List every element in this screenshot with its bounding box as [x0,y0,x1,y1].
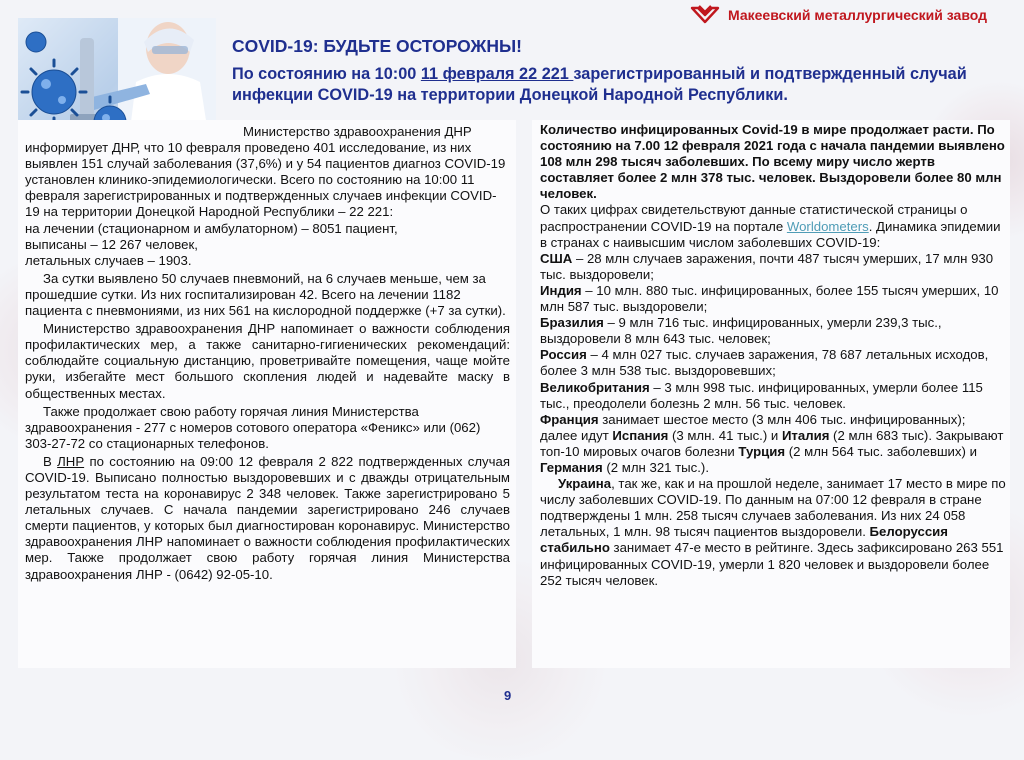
country-stats: , так же, как и на прошлой неделе, занимает 17 место в мире по числу заболевших COVID-19. По данным на 07:00 12 февраля в стране подтверждены 1 млн. 258 тысяч случаев заболевания. Из них 24 058 летальных, 1 млн. 98 тысяч пациентов выздоровели. [540,476,1006,540]
company-name: Макеевский металлургический завод [728,7,988,23]
paragraph-dnr-stats [25,124,510,269]
country-stats: (2 млн 321 тыс.). [602,459,709,475]
country-russia [540,347,1006,379]
subtitle-text: По состоянию на 10:00 [232,65,421,83]
country-brazil [540,315,1006,347]
lnr-link[interactable]: ЛНР [57,453,85,469]
country-stats: – 9 млн 716 тыс. инфицированных, умерли 239,3 тыс., выздоровели 8 млн 643 тыс. человек; [540,315,942,347]
country-name: Украина [558,476,612,492]
country-name: Россия [540,347,587,363]
paragraph-hotline: Также продолжает свою работу горячая линия Министерства здравоохранения - 277 с номеров сотового оператора «Феникс» или (062) 303-27-72 со стационарных телефонов. [25,403,481,451]
country-name: Испания [612,427,669,443]
worldometers-link[interactable]: Worldometers [786,218,869,234]
paragraph-text: В [43,453,58,469]
country-stats: (2 млн 564 тыс. заболевших) и [785,443,977,459]
country-name: Великобритания [540,379,650,395]
country-name: Италия [781,427,830,443]
country-uk [540,380,1006,412]
paragraph-world-intro: Количество инфицированных Covid-19 в мире продолжает расти. По состоянию на 7.00 12 февраля 2021 года с начала пандемии выявлено 108 млн 298 тысяч заболевших. По всему миру число жертв составляет более 2 млн 378 тыс. человек. Выздоровели более 80 млн человек. [540,122,1005,202]
country-name: Турция [738,443,786,459]
subtitle-date: 11 февраля 22 221 [420,65,574,83]
country-name: Германия [540,459,603,475]
paragraph-text: О таких цифрах свидетельствуют данные статистической страницы о распространении COVID-19 на портале [540,202,968,234]
world-stats-column [532,120,1010,668]
mmz-logo-icon [690,4,720,26]
company-logo [690,2,1020,28]
country-stats: – 3 млн 998 тыс. инфицированных, умерли более 115 тыс., преодолели болезнь 2 млн. 56 тыс. человек. [540,379,983,411]
paragraph-prevention: Министерство здравоохранения ДНР напоминает о важности соблюдения профилактических мер, а также санитарно-гигиенических рекомендаций: соблюдайте социальную дистанцию, проветривайте помещения, чаще мойте руки, избегайте мест большого скопления людей и надевайте маску в общественных местах. [25,321,510,401]
country-name: Франция [540,411,599,427]
country-usa [540,251,1006,283]
stat-line: летальных случаев – 1903. [25,252,192,268]
country-stats: (3 млн. 41 тыс.) и [668,427,782,443]
country-name: Индия [540,282,582,298]
page-title: COVID-19: БУДЬТЕ ОСТОРОЖНЫ! [232,36,522,56]
paragraph-pneumonia: За сутки выявлено 50 случаев пневмоний, на 6 случаев меньше, чем за прошедшие сутки. Из них госпитализирован 42. Всего на лечении 1182 пациента с пневмониями, из них 561 на кислородной поддержке (+7 за сутки). [25,270,506,319]
paragraph-text: . Динамика эпидемии в странах с наивысшим числом заболевших COVID-19: [540,218,1001,250]
countries-top10 [540,412,1006,476]
country-name: Белоруссия стабильно [540,524,948,556]
stat-line: на лечении (стационарном и амбулаторном) – 8051 пациент, [25,220,398,236]
country-stats: – 4 млн 027 тыс. случаев заражения, 78 687 летальных исходов, более 3 млн 538 тыс. выздоровевших; [540,347,989,379]
paragraph-lnr [25,454,510,583]
country-name: США [540,250,573,266]
paragraph-text: Министерство здравоохранения ДНР информирует ДНР, что 10 февраля проведено 401 исследование, из них выявлен 151 случай заболевания (37,6%) и у 54 пациентов диагноз COVID-19 установлен клинико-эпидемиологически. Всего по состоянию на 10:00 11 февраля зарегистрированных и подтвержденных случаев инфекции COVID-19 на территории Донецкой Народной Республики – 22 221: [25,124,506,220]
country-stats: занимает 47-е место в рейтинге. Здесь зафиксировано 263 551 инфицированных COVID-19, умерли 1 820 человек и выздоровели более 252 тысяч человек. [540,540,1004,588]
country-stats: занимает шестое место (3 млн 406 тыс. инфицированных); далее идут [540,411,966,443]
subtitle-text: зарегистрированный и подтвержденный случай инфекции COVID-19 на территории Донецкой Народной Республики. [232,65,967,104]
country-stats: (2 млн 683 тыс). Закрывают топ-10 мировых очагов болезни [540,427,1004,459]
page-number: 9 [504,688,512,703]
country-ukraine-belarus [540,476,1006,589]
country-name: Бразилия [540,315,604,331]
page-subtitle [232,64,992,106]
dnr-news-column [18,120,516,668]
country-india [540,283,1006,315]
stat-line: выписаны – 12 267 человек, [25,236,198,252]
paragraph-source [540,202,1006,250]
paragraph-text: по состоянию на 09:00 12 февраля 2 822 подтвержденных случая COVID-19. Выписано полностью выздоровевших и с дважды отрицательным результатом теста на коронавирус 2 348 человек. Также зарегистрировано 5 летальных случаев. С начала пандемии зарегистрировано 246 случаев смерти пациентов, у которых был диагностирован коронавирус. Министерство здравоохранения ЛНР напоминает о важности соблюдения профилактических мер. Также продолжает свою работу горячая линия Министерства здравоохранения ЛНР - (0642) 92-05-10. [25,453,510,582]
country-stats: – 10 млн. 880 тыс. инфицированных, более 155 тысяч умерших, 10 млн 587 тыс. выздоровели; [540,282,999,315]
country-stats: – 28 млн случаев заражения, почти 487 тысяч умерших, 17 млн 930 тыс. выздоровели; [540,250,994,282]
